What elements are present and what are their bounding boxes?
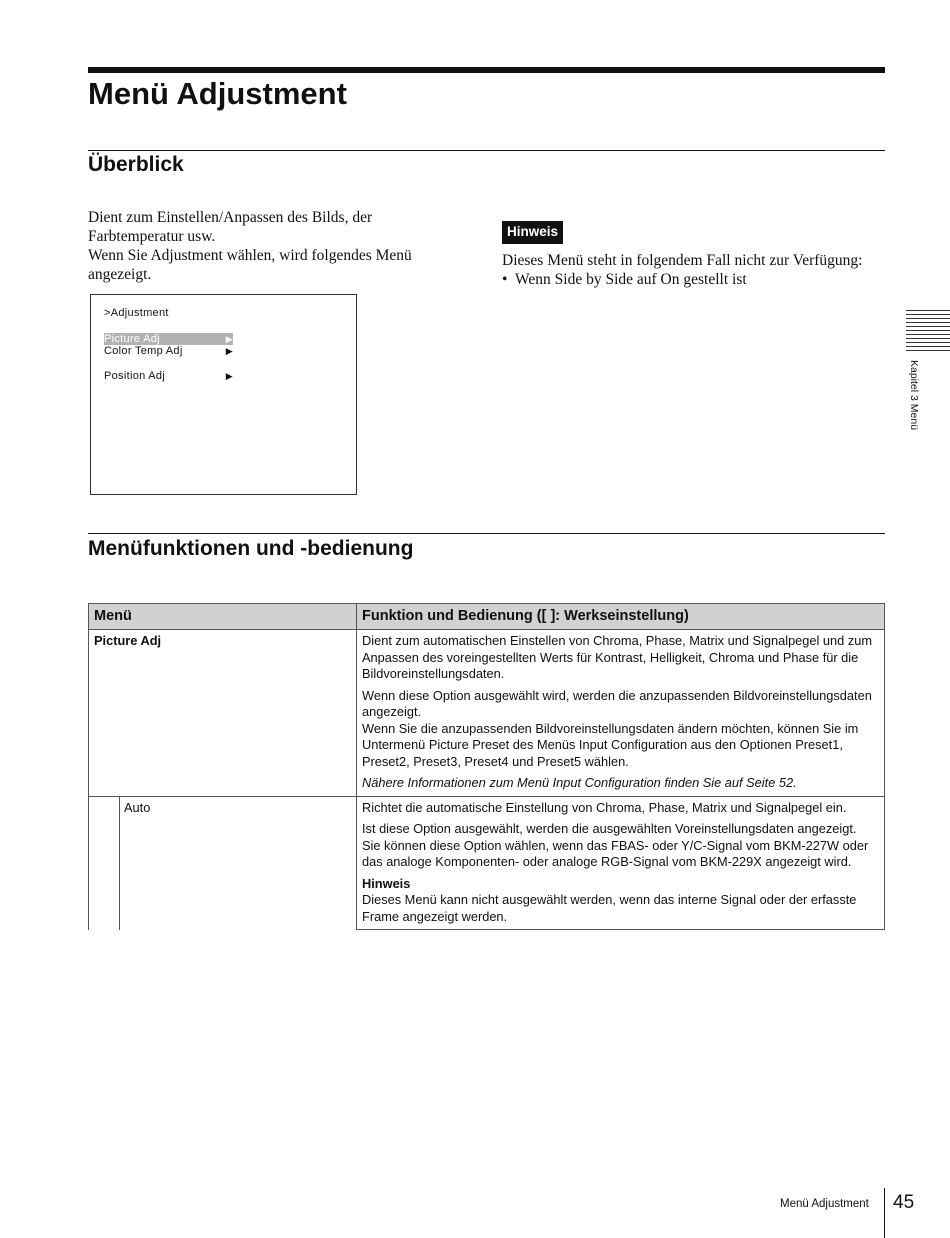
arrow-right-icon: ▶ [225,346,233,356]
intro-text [88,208,468,284]
tab-marker-line [906,330,950,331]
function-note-title: Hinweis [362,875,411,891]
table-header-row [89,604,885,630]
chapter-side-tab [903,360,927,450]
indent-line [119,797,120,930]
function-paragraph: Richtet die automatische Einstellung von Chroma, Phase, Matrix und Signalpegel ein. [362,799,847,815]
chapter-label: Kapitel 3 Menü [908,360,920,431]
menu-breadcrumb: >Adjustment [104,307,169,319]
tab-marker-line [906,322,950,323]
arrow-right-icon: ▶ [225,371,233,381]
hinweis-bullet [502,270,892,289]
page-title: Menü Adjustment [88,76,347,111]
hinweis-badge: Hinweis [502,221,563,244]
hinweis-text: Dieses Menü steht in folgendem Fall nicht zur Verfügung: [502,252,863,269]
table-row [89,796,885,930]
title-rule [88,67,885,73]
section-title-functions: Menüfunktionen und -bedienung [88,537,414,560]
tab-marker-line [906,342,950,343]
function-paragraph: Wenn diese Option ausgewählt wird, werden die anzupassenden Bildvoreinstellungsdaten angezeigt. [362,687,872,719]
menu-item-color-temp-adj [104,345,233,357]
bullet-text: Wenn Side by Side auf On gestellt ist [515,271,747,288]
tab-marker-line [906,350,950,351]
function-paragraph: Sie können diese Option wählen, wenn das FBAS- oder Y/C-Signal vom BKM-227W oder das analoge Komponenten- oder analoge RGB-Signal vom BKM-229X angezeigt wird. [362,837,869,869]
tab-marker-line [906,334,950,335]
menu-screen-illustration [90,294,357,495]
menu-item-label: Position Adj [104,370,166,382]
function-paragraph: Ist diese Option ausgewählt, werden die ausgewählten Voreinstellungsdaten angezeigt. [362,821,857,836]
function-table [88,603,885,930]
menu-item-picture-adj [104,333,233,345]
hinweis-note [502,251,892,289]
footer-title: Menü Adjustment [780,1198,869,1210]
page-number: 45 [893,1192,915,1213]
footer-divider [884,1188,885,1238]
function-paragraph: Wenn Sie die anzupassenden Bildvoreinstellungsdaten ändern möchten, können Sie im Untermenü Picture Preset des Menüs Input Configuration aus den Optionen Preset1, Preset2, Preset3, Preset4 und Preset5 wählen. [362,720,859,769]
row-function-cell [357,796,885,930]
row-function-cell [357,630,885,797]
tab-marker-line [906,314,950,315]
tab-marker-line [906,338,950,339]
tab-marker-line [906,346,950,347]
intro-paragraph: Dient zum Einstellen/Anpassen des Bilds, der Farbtemperatur usw. [88,209,373,245]
intro-paragraph: Wenn Sie Adjustment wählen, wird folgendes Menü angezeigt. [88,247,412,283]
tab-marker-line [906,318,950,319]
bullet-symbol: • [502,271,508,288]
tab-marker-line [906,310,950,311]
section-rule [88,533,885,534]
header-menu: Menü [89,604,357,630]
function-note-text: Dieses Menü kann nicht ausgewählt werden, wenn das interne Signal oder der erfasste Frame angezeigt werden. [362,892,857,924]
menu-item-label: Color Temp Adj [104,345,183,357]
arrow-right-icon: ▶ [225,334,233,344]
submenu-label: Auto [124,799,151,815]
function-paragraph: Dient zum automatischen Einstellen von Chroma, Phase, Matrix und Signalpegel und zum Anpassen des voreingestellten Werts für Kontrast, Helligkeit, Chroma und Phase für die Bildvoreinstellungsdaten. [362,633,873,681]
menu-item-label: Picture Adj [104,333,160,345]
row-menu-cell: Picture Adj [89,630,357,797]
header-function: Funktion und Bedienung ([ ]: Werkseinstellung) [357,604,885,630]
menu-item-position-adj [104,370,233,382]
table-row [89,630,885,797]
row-menu-cell [89,796,357,930]
function-reference: Nähere Informationen zum Menü Input Configuration finden Sie auf Seite 52. [362,775,797,790]
section-rule [88,150,885,151]
section-title-overview: Überblick [88,153,184,176]
tab-marker-line [906,326,950,327]
